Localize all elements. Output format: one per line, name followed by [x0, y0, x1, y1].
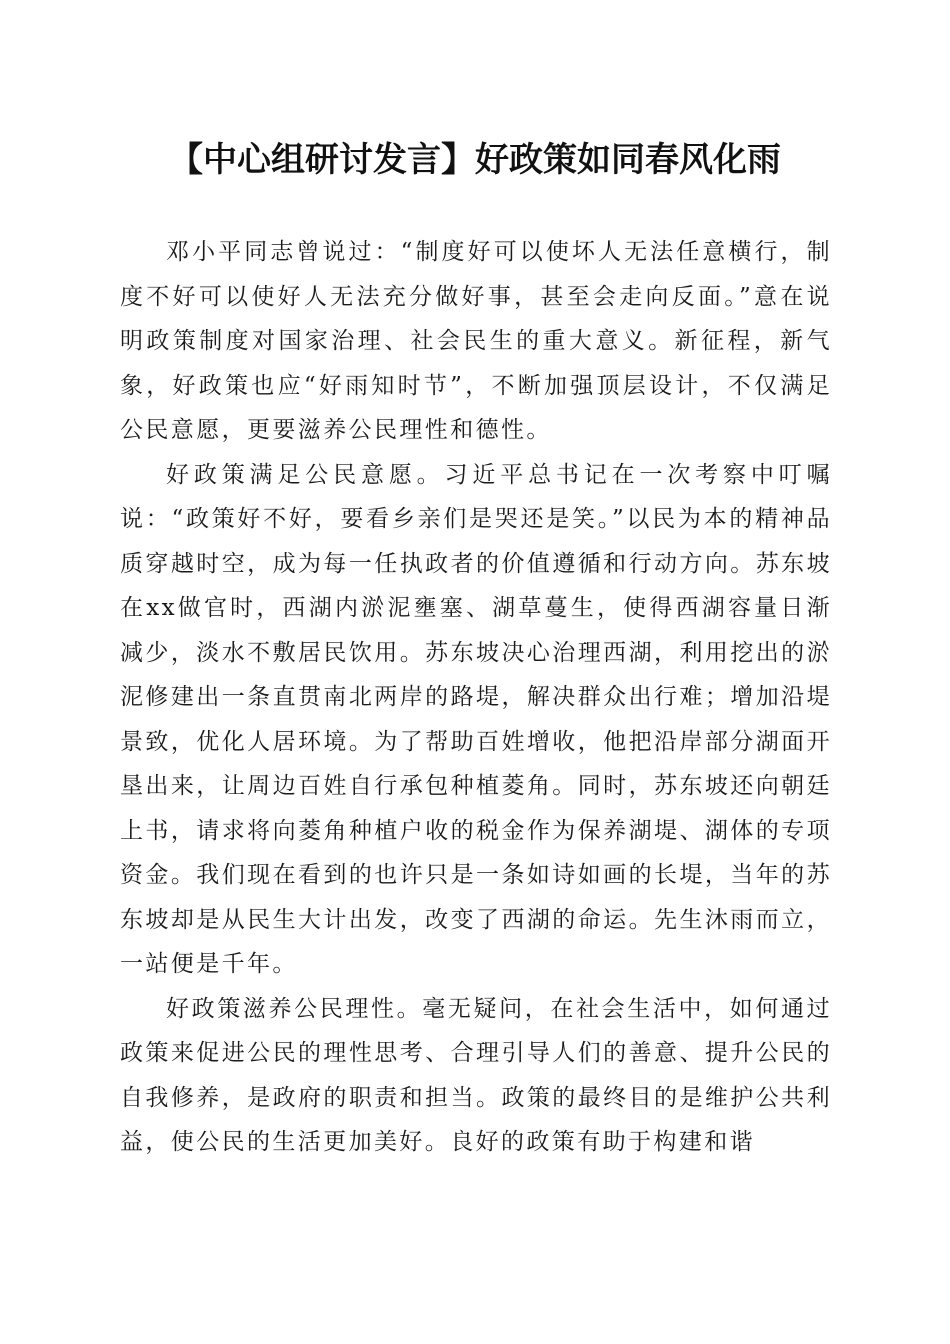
document-title: 【中心组研讨发言】好政策如同春风化雨 — [169, 140, 781, 180]
paragraph-public-will: 好政策满足公民意愿。习近平总书记在一次考察中叮嘱说：“政策好不好，要看乡亲们是哭还是笑。”以民为本的精神品质穿越时空，成为每一任执政者的价值遵循和行动方向。苏东坡在xx做官时，西湖内淤泥壅塞、湖草蔓生，使得西湖容量日渐减少，淡水不敷居民饮用。苏东坡决心治理西湖，利用挖出的淤泥修建出一条直贯南北两岸的路堤，解决群众出行难；增加沿堤景致，优化人居环境。为了帮助百姓增收，他把沿岸部分湖面开垦出来，让周边百姓自行承包种植菱角。同时，苏东坡还向朝廷上书，请求将向菱角种植户收的税金作为保养湖堤、湖体的专项资金。我们现在看到的也许只是一条如诗如画的长堤，当年的苏东坡却是从民生大计出发，改变了西湖的命运。先生沐雨而立，一站便是千年。 — [120, 461, 832, 977]
document-body — [120, 230, 832, 1165]
paragraph-public-reason: 好政策滋养公民理性。毫无疑问，在社会生活中，如何通过政策来促进公民的理性思考、合理引导人们的善意、提升公民的自我修养，是政府的职责和担当。政策的最终目的是维护公共利益，使公民的生活更加美好。良好的政策有助于构建和谐 — [120, 995, 832, 1155]
paragraph-intro: 邓小平同志曾说过：“制度好可以使坏人无法任意横行，制度不好可以使好人无法充分做好事，甚至会走向反面。”意在说明政策制度对国家治理、社会民生的重大意义。新征程，新气象，好政策也应“好雨知时节”，不断加强顶层设计，不仅满足公民意愿，更要滋养公民理性和德性。 — [120, 239, 832, 443]
